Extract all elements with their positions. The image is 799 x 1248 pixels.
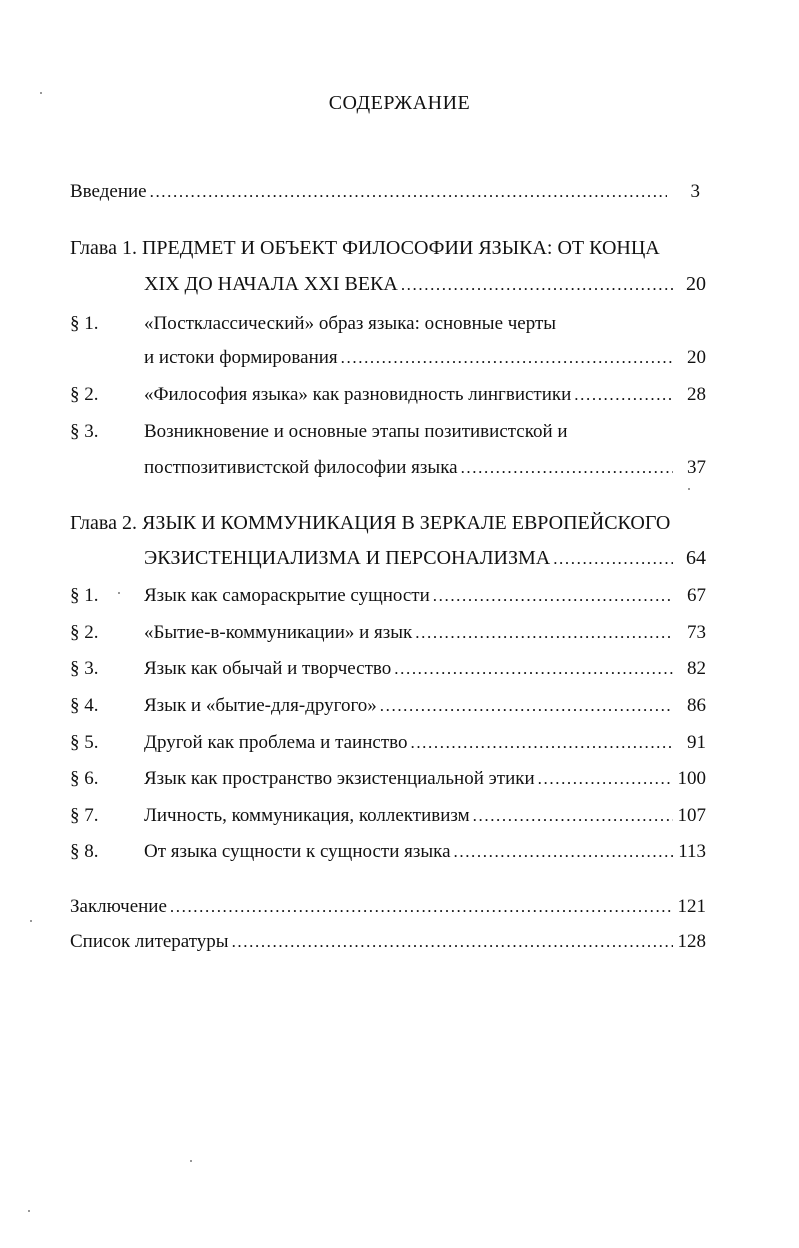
leader-dots [380, 694, 673, 718]
section-number: § 7. [70, 805, 99, 826]
leader-dots [394, 657, 673, 681]
leader-dots [553, 547, 673, 571]
chapter-2-entry [144, 546, 706, 570]
leader-dots [574, 383, 673, 407]
section-number: § 5. [70, 732, 99, 753]
leader-dots [170, 895, 673, 919]
entry-title: и истоки формирования [144, 347, 338, 368]
page-number: 86 [687, 695, 706, 716]
scan-speck [28, 1210, 30, 1212]
page-number: 113 [678, 841, 706, 862]
section-number: § 1. [70, 313, 99, 334]
entry-title: Введение [70, 181, 147, 202]
section-number: § 2. [70, 384, 99, 405]
toc-entry [144, 804, 706, 828]
entry-title: XIX ДО НАЧАЛА XXI ВЕКА [144, 273, 398, 295]
toc-entry [144, 346, 706, 370]
leader-dots [415, 621, 673, 645]
leader-dots [433, 584, 673, 608]
toc-entry-conclusion [70, 895, 706, 919]
page-number: 3 [690, 181, 700, 202]
toc-entry [144, 584, 706, 608]
entry-title: Другой как проблема и таинство [144, 732, 408, 753]
toc-entry [144, 383, 706, 407]
chapter-1-heading: Глава 1. ПРЕДМЕТ И ОБЪЕКТ ФИЛОСОФИИ ЯЗЫКА: ОТ КОНЦА [70, 237, 660, 259]
page-number: 128 [677, 931, 706, 952]
page-number: 82 [687, 658, 706, 679]
leader-dots [538, 767, 673, 791]
entry-title: От языка сущности к сущности языка [144, 841, 451, 862]
toc-entry-references [70, 930, 706, 954]
section-number: § 3. [70, 421, 99, 442]
scan-speck [688, 488, 690, 490]
leader-dots [341, 346, 673, 370]
page-number: 67 [687, 585, 706, 606]
entry-title: ЭКЗИСТЕНЦИАЛИЗМА И ПЕРСОНАЛИЗМА [144, 547, 551, 569]
toc-entry [144, 767, 706, 791]
entry-title: «Бытие-в-коммуникации» и язык [144, 622, 413, 643]
scan-speck [190, 1160, 192, 1162]
leader-dots [410, 731, 673, 755]
toc-entry [144, 621, 706, 645]
section-number: § 3. [70, 658, 99, 679]
page-number: 91 [687, 732, 706, 753]
section-title: Возникновение и основные этапы позитивистской и [144, 421, 568, 442]
section-number: § 4. [70, 695, 99, 716]
entry-title: Заключение [70, 896, 167, 917]
scan-speck [118, 592, 120, 594]
entry-title: Язык как самораскрытие сущности [144, 585, 430, 606]
page-number: 100 [677, 768, 706, 789]
page-number: 64 [686, 547, 706, 569]
toc-entry [144, 456, 706, 480]
entry-title: Язык как пространство экзистенциальной этики [144, 768, 535, 789]
entry-title: постпозитивистской философии языка [144, 457, 458, 478]
leader-dots [150, 180, 667, 204]
leader-dots [473, 804, 673, 828]
entry-title: Список литературы [70, 931, 229, 952]
page-number: 37 [687, 457, 706, 478]
toc-entry-intro [70, 180, 700, 204]
leader-dots [401, 273, 673, 297]
toc-entry [144, 840, 706, 864]
chapter-1-entry [144, 272, 706, 296]
toc-entry [144, 694, 706, 718]
page-number: 28 [687, 384, 706, 405]
section-number: § 6. [70, 768, 99, 789]
section-number: § 8. [70, 841, 99, 862]
toc-entry [144, 731, 706, 755]
page-number: 107 [677, 805, 706, 826]
scan-speck [30, 920, 32, 922]
page-number: 20 [687, 347, 706, 368]
scan-speck [40, 92, 42, 94]
entry-title: Язык как обычай и творчество [144, 658, 392, 679]
page-number: 73 [687, 622, 706, 643]
entry-title: Язык и «бытие-для-другого» [144, 695, 377, 716]
entry-title: Личность, коммуникация, коллективизм [144, 805, 470, 826]
chapter-2-heading: Глава 2. ЯЗЫК И КОММУНИКАЦИЯ В ЗЕРКАЛЕ ЕВРОПЕЙСКОГО [70, 512, 671, 534]
leader-dots [232, 930, 673, 954]
section-title: «Постклассический» образ языка: основные черты [144, 313, 557, 334]
page-title: СОДЕРЖАНИЕ [328, 92, 471, 114]
section-number: § 2. [70, 622, 99, 643]
toc-entry [144, 657, 706, 681]
page-number: 121 [677, 896, 706, 917]
section-number: § 1. [70, 585, 99, 606]
page-number: 20 [686, 273, 706, 295]
leader-dots [454, 840, 674, 864]
entry-title: «Философия языка» как разновидность лингвистики [144, 384, 572, 405]
leader-dots [461, 456, 673, 480]
